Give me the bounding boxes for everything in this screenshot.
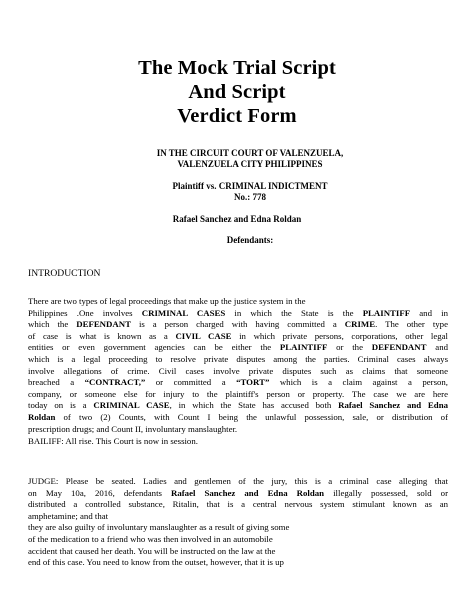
text-run: of two (2) Counts, with Count I being the unlawful possession, sale, or distribution of <box>55 411 448 422</box>
text-run: . The other type <box>375 319 448 330</box>
term-defendant: DEFENDANT <box>371 342 427 353</box>
text-run: which is a legal proceeding to resolve private disputes among the parties. Criminal cases always <box>28 353 448 364</box>
text-run: end of this case. You need to know from the outset, however, that it is up <box>28 557 284 568</box>
dialogue-line <box>28 557 448 569</box>
introduction-paragraph <box>28 296 448 435</box>
dialogue-line <box>28 476 448 488</box>
term-criminal-case: CRIMINAL CASE <box>93 400 170 411</box>
defendant-name-bold: Roldan <box>28 411 56 422</box>
text-run: company, or someone else for injury to the plaintiff's person or property. The case we are here <box>28 388 448 399</box>
intro-line <box>28 400 448 412</box>
text-run: which the <box>28 319 77 330</box>
dialogue-line <box>28 499 448 511</box>
case-caption: Plaintiff vs. CRIMINAL INDICTMENT <box>172 181 328 191</box>
dialogue-line <box>28 511 448 523</box>
text-run: entities or even government agencies can be either the <box>28 342 280 353</box>
court-name: IN THE CIRCUIT COURT OF VALENZUELA, <box>156 148 344 158</box>
text-run: which is a claim against a person, <box>269 377 448 388</box>
term-tort: “TORT” <box>236 377 270 388</box>
dialogue-line <box>28 488 448 500</box>
intro-line <box>28 308 448 320</box>
dialogue-line <box>28 436 448 448</box>
intro-line <box>28 424 448 436</box>
text-run: breached a <box>28 377 85 388</box>
text-run: amphetamine; and that <box>28 510 109 521</box>
term-plaintiff: PLAINTIFF <box>362 307 411 318</box>
text-run: Philippines .One involves <box>28 307 142 318</box>
text-run: of the medication to a friend who was then involved in an automobile <box>28 533 273 544</box>
term-defendant: DEFENDANT <box>76 319 131 330</box>
text-run: There are two types of legal proceedings that make up the justice system in the <box>28 296 306 306</box>
case-number: No.: 778 <box>234 192 266 202</box>
intro-line <box>28 412 448 424</box>
term-civil-case: CIVIL CASE <box>175 330 232 341</box>
text-run: today on is a <box>28 400 94 411</box>
text-run: and in <box>410 307 448 318</box>
text-run: , in which the State has accused both <box>169 400 339 411</box>
intro-line <box>28 377 448 389</box>
intro-line <box>28 389 448 401</box>
speaker-label: JUDGE: <box>28 476 59 486</box>
defendants-names: Rafael Sanchez and Edna Roldan <box>172 214 302 224</box>
document-title-line-2: And Script <box>188 81 286 103</box>
intro-line <box>28 296 448 308</box>
intro-line <box>28 319 448 331</box>
text-run: in which the State is the <box>225 307 363 318</box>
text-run: in which private persons, corporations, other legal <box>231 330 448 341</box>
text-run: All rise. This Court is now in session. <box>63 436 198 446</box>
text-run: or the <box>327 342 372 353</box>
term-plaintiff: PLAINTIFF <box>279 342 328 353</box>
text-run: prescription drugs; and Count II, involuntary manslaughter. <box>28 423 238 434</box>
text-run: accident that caused her death. You will be instructed on the law at the <box>28 545 276 556</box>
defendant-names-bold: Rafael Sanchez and Edna Roldan <box>171 487 325 498</box>
intro-line <box>28 354 448 366</box>
dialogue-line <box>28 546 448 558</box>
term-contract: “CONTRACT,” <box>84 377 146 388</box>
court-location: VALENZUELA CITY PHILIPPINES <box>177 159 323 169</box>
text-run: they are also guilty of involuntary manslaughter as a result of giving some <box>28 522 290 533</box>
dialogue-line <box>28 522 448 534</box>
intro-line <box>28 342 448 354</box>
text-run: or committed a <box>145 377 237 388</box>
text-run: of case is what is known as a <box>28 330 176 341</box>
bailiff-line <box>28 436 448 448</box>
speaker-label: BAILIFF: <box>28 436 64 446</box>
term-crime: CRIME <box>344 319 376 330</box>
text-run: on May 10a, 2016, defendants <box>28 487 171 498</box>
section-heading-introduction: INTRODUCTION <box>28 268 101 279</box>
text-run: involve allegations of crime. Civil cases involve private disputes such as claims that someone <box>28 365 448 376</box>
text-run: distributed a controlled substance, Ritalin, that is a central nervous system stimulant known as an <box>28 499 448 510</box>
intro-line <box>28 366 448 378</box>
document-title-line-3: Verdict Form <box>177 105 297 127</box>
document-title-line-1: The Mock Trial Script <box>138 57 336 79</box>
intro-line <box>28 331 448 343</box>
text-run: illegally possessed, sold or <box>324 487 448 498</box>
text-run: Please be seated. Ladies and gentlemen of the jury, this is a criminal case alleging that <box>58 476 448 486</box>
term-criminal-cases: CRIMINAL CASES <box>141 307 226 318</box>
judge-paragraph <box>28 476 448 569</box>
dialogue-line <box>28 534 448 546</box>
defendants-label: Defendants: <box>226 235 274 245</box>
text-run: and <box>426 342 448 353</box>
defendant-names-bold: Rafael Sanchez and Edna <box>338 400 448 411</box>
text-run: is a person charged with having committed a <box>130 319 345 330</box>
